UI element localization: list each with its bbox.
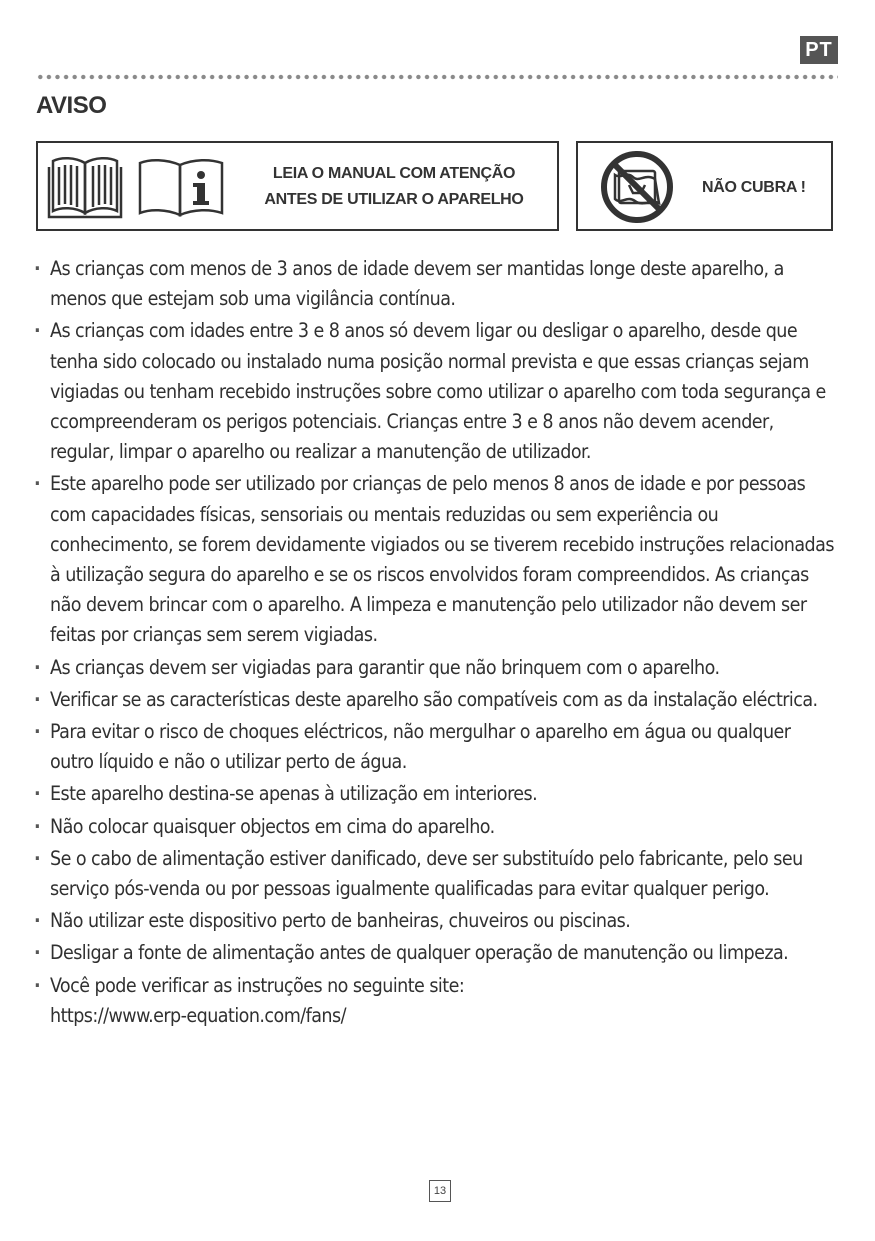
page-number: 13: [429, 1180, 451, 1202]
manual-line-1: LEIA O MANUAL COM ATENÇÃO: [272, 165, 516, 182]
read-manual-text: [248, 161, 540, 213]
page-title: AVISO: [36, 92, 107, 119]
read-manual-notice: [36, 141, 559, 231]
warning-item: · Para evitar o risco de choques eléctricos, não mergulhar o aparelho em água ou qualquer outro líquido e não o utilizar perto de água.: [34, 717, 834, 777]
warning-item: · As crianças com idades entre 3 e 8 anos só devem ligar ou desligar o aparelho, desde que tenha sido colocado ou instalado numa posição normal prevista e que essas crianças sejam vigiadas ou tenham recebido instruções sobre como utilizar o aparelho com toda segurança e ccompreenderam os perigos potenciais. Crianças entre 3 e 8 anos não devem acender, regular, limpar o aparelho ou realizar a manutenção de utilizador.: [34, 316, 834, 467]
warning-item: · Se o cabo de alimentação estiver danificado, deve ser substituído pelo fabricante, pelo seu serviço pós-venda ou por pessoas igualmente qualificadas para evitar qualquer perigo.: [34, 844, 834, 904]
open-book-icon: [47, 155, 123, 219]
info-manual-icon: [136, 155, 226, 219]
warning-item: · Não colocar quaisquer objectos em cima do aparelho.: [34, 812, 834, 842]
warning-item-website: [34, 971, 834, 1031]
warning-item: · As crianças com menos de 3 anos de idade devem ser mantidas longe deste aparelho, a menos que estejam sob uma vigilância contínua.: [34, 254, 834, 314]
manual-line-2: ANTES DE UTILIZAR O APARELHO: [264, 191, 524, 208]
warning-item: · Desligar a fonte de alimentação antes de qualquer operação de manutenção ou limpeza.: [34, 938, 834, 968]
do-not-cover-text: NÃO CUBRA !: [702, 179, 806, 196]
do-not-cover-icon: [599, 149, 675, 225]
warning-item: · Verificar se as características deste aparelho são compatíveis com as da instalação eléctrica.: [34, 685, 834, 715]
warning-item: · Este aparelho pode ser utilizado por crianças de pelo menos 8 anos de idade e por pessoas com capacidades físicas, sensoriais ou mentais reduzidas ou sem experiência ou conhecimento, se forem devidamente vigiados ou se tiverem recebido instruções relacionadas à utilização segura do aparelho e se os riscos envolvidos foram compreendidos. As crianças não devem brincar com o aparelho. A limpeza e manutenção pelo utilizador não devem ser feitas por crianças sem serem vigiadas.: [34, 469, 834, 650]
dotted-divider: [36, 74, 838, 80]
warning-item: · As crianças devem ser vigiadas para garantir que não brinquem com o aparelho.: [34, 653, 834, 683]
do-not-cover-notice: [576, 141, 833, 231]
website-intro: Você pode verificar as instruções no seguinte site:: [50, 973, 465, 997]
language-badge: PT: [800, 36, 838, 64]
warning-list: [34, 254, 834, 1033]
warning-item: · Este aparelho destina-se apenas à utilização em interiores.: [34, 779, 834, 809]
warning-item: · Não utilizar este dispositivo perto de banheiras, chuveiros ou piscinas.: [34, 906, 834, 936]
website-link[interactable]: https://www.erp-equation.com/fans/: [50, 1003, 346, 1027]
